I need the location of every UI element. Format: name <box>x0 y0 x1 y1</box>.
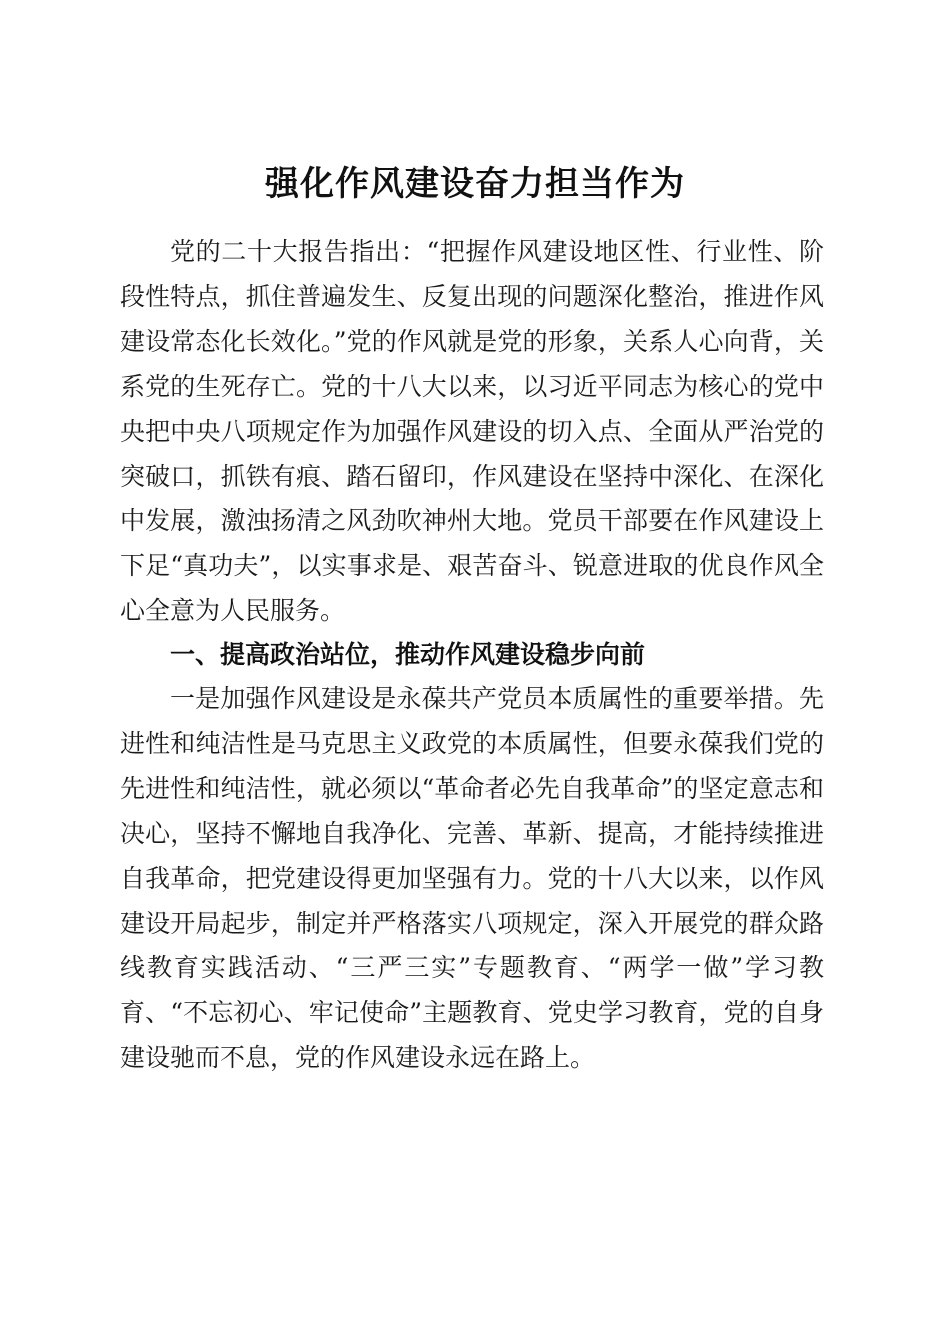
paragraph-lead-sentence: 一是加强作风建设是永葆共产党员本质属性的重要举措。 <box>170 684 799 713</box>
document-title: 强化作风建设奋力担当作为 <box>265 163 685 204</box>
paragraph-body-text: 先进性和纯洁性是马克思主义政党的本质属性，但要永葆我们党的先进性和纯洁性，就必须以“革命者必先自我革命”的坚定意志和决心，坚持不懈地自我净化、完善、革新、提高，才能持续推进自我革命，把党建设得更加坚强有力。党的十八大以来，以作风建设开局起步，制定并严格落实八项规定，深入开展党的群众路线教育实践活动、“三严三实”专题教育、“两学一做”学习教育、“不忘初心、牢记使命”主题教育、党史学习教育，党的自身建设驰而不息，党的作风建设永远在路上。 <box>120 684 824 1073</box>
paragraph-section-1 <box>120 677 824 1081</box>
section-heading-1: 一、提高政治站位，推动作风建设稳步向前 <box>170 640 646 669</box>
paragraph-intro: 党的二十大报告指出：“把握作风建设地区性、行业性、阶段性特点，抓住普遍发生、反复出现的问题深化整治，推进作风建设常态化长效化。”党的作风就是党的形象，关系人心向背，关系党的生死存亡。党的十八大以来，以习近平同志为核心的党中央把中央八项规定作为加强作风建设的切入点、全面从严治党的突破口，抓铁有痕、踏石留印，作风建设在坚持中深化、在深化中发展，激浊扬清之风劲吹神州大地。党员干部要在作风建设上下足“真功夫”，以实事求是、艰苦奋斗、锐意进取的优良作风全心全意为人民服务。 <box>120 237 824 626</box>
